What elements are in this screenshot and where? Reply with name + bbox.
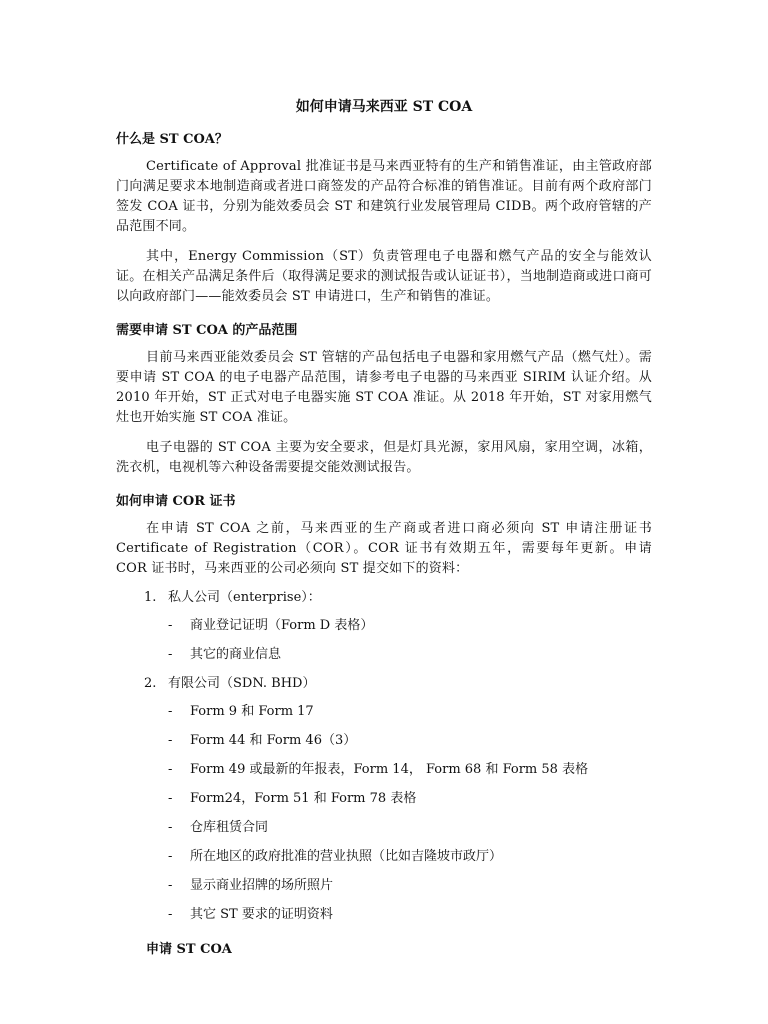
sub-item-text: 仓库租赁合同 (190, 820, 269, 835)
list-number: 1. (144, 590, 157, 605)
heading-apply-st-coa: 申请 ST COA (146, 942, 232, 957)
dash-bullet: - (168, 704, 173, 719)
dash-bullet: - (168, 907, 173, 922)
paragraph: 其中，Energy Commission（ST）负责管理电子电器和燃气产品的安全与能效认证。在相关产品满足条件后（取得满足要求的测试报告或认证证书），当地制造商或进口商可以向政府部门——能效委员会 ST 申请进口，生产和销售的准证。 (116, 249, 652, 304)
sub-item-text: 显示商业招牌的场所照片 (190, 878, 334, 893)
heading-what-is-coa: 什么是 ST COA？ (116, 132, 228, 147)
heading-product-scope: 需要申请 ST COA 的产品范围 (116, 323, 298, 338)
sub-item-text: 其它的商业信息 (190, 647, 282, 662)
sub-list-item (168, 703, 652, 721)
list-label: 有限公司（SDN. BHD） (168, 676, 316, 691)
list-number: 2. (144, 676, 157, 691)
sub-list-item (168, 819, 652, 837)
sub-item-text: 所在地区的政府批准的营业执照（比如吉隆坡市政厅） (190, 849, 503, 864)
sub-list-item (168, 761, 652, 779)
sub-list-item (168, 646, 652, 664)
sub-item-text: Form 9 和 Form 17 (190, 704, 314, 719)
sub-item-text: Form24，Form 51 和 Form 78 表格 (190, 791, 417, 806)
sub-item-text: 其它 ST 要求的证明资料 (190, 907, 333, 922)
list-label: 私人公司（enterprise）： (168, 590, 321, 605)
paragraph: 目前马来西亚能效委员会 ST 管辖的产品包括电子电器和家用燃气产品（燃气灶）。需要申请 ST COA 的电子电器产品范围，请参考电子电器的马来西亚 SIRIM 认证介绍。从 2010 年开始，ST 正式对电子电器实施 ST COA 准证。从 2018 年开始，ST 对家用燃气灶也开始实施 ST COA 准证。 (116, 350, 652, 425)
dash-bullet: - (168, 733, 173, 748)
dash-bullet: - (168, 762, 173, 777)
sub-item-text: 商业登记证明（Form D 表格） (190, 618, 374, 633)
sub-list-item (168, 617, 652, 635)
dash-bullet: - (168, 878, 173, 893)
paragraph: Certificate of Approval 批准证书是马来西亚特有的生产和销售准证，由主管政府部门向满足要求本地制造商或者进口商签发的产品符合标准的销售准证。目前有两个政府部门签发 COA 证书，分别为能效委员会 ST 和建筑行业发展管理局 CIDB。两个政府管辖的产品范围不同。 (116, 159, 652, 234)
paragraph: 在申请 ST COA 之前，马来西亚的生产商或者进口商必须向 ST 申请注册证书 Certificate of Registration（COR）。COR 证书有效期五年，需要每年更新。申请 COR 证书时，马来西亚的公司必须向 ST 提交如下的资料： (116, 521, 652, 576)
sub-list-item (168, 906, 652, 924)
list-item (144, 589, 652, 607)
sub-list-item (168, 790, 652, 808)
sub-list-item (168, 877, 652, 895)
list-item (144, 675, 652, 693)
dash-bullet: - (168, 618, 173, 633)
sub-list-item (168, 732, 652, 750)
dash-bullet: - (168, 820, 173, 835)
paragraph: 电子电器的 ST COA 主要为安全要求，但是灯具光源，家用风扇，家用空调，冰箱，洗衣机，电视机等六种设备需要提交能效测试报告。 (116, 440, 652, 475)
sub-item-text: Form 44 和 Form 46（3） (190, 733, 357, 748)
heading-apply-cor: 如何申请 COR 证书 (116, 494, 236, 509)
dash-bullet: - (168, 849, 173, 864)
dash-bullet: - (168, 647, 173, 662)
document-title: 如何申请马来西亚 ST COA (295, 99, 473, 115)
sub-item-text: Form 49 或最新的年报表，Form 14， Form 68 和 Form 58 表格 (190, 762, 589, 777)
sub-list-item (168, 848, 652, 866)
dash-bullet: - (168, 791, 173, 806)
